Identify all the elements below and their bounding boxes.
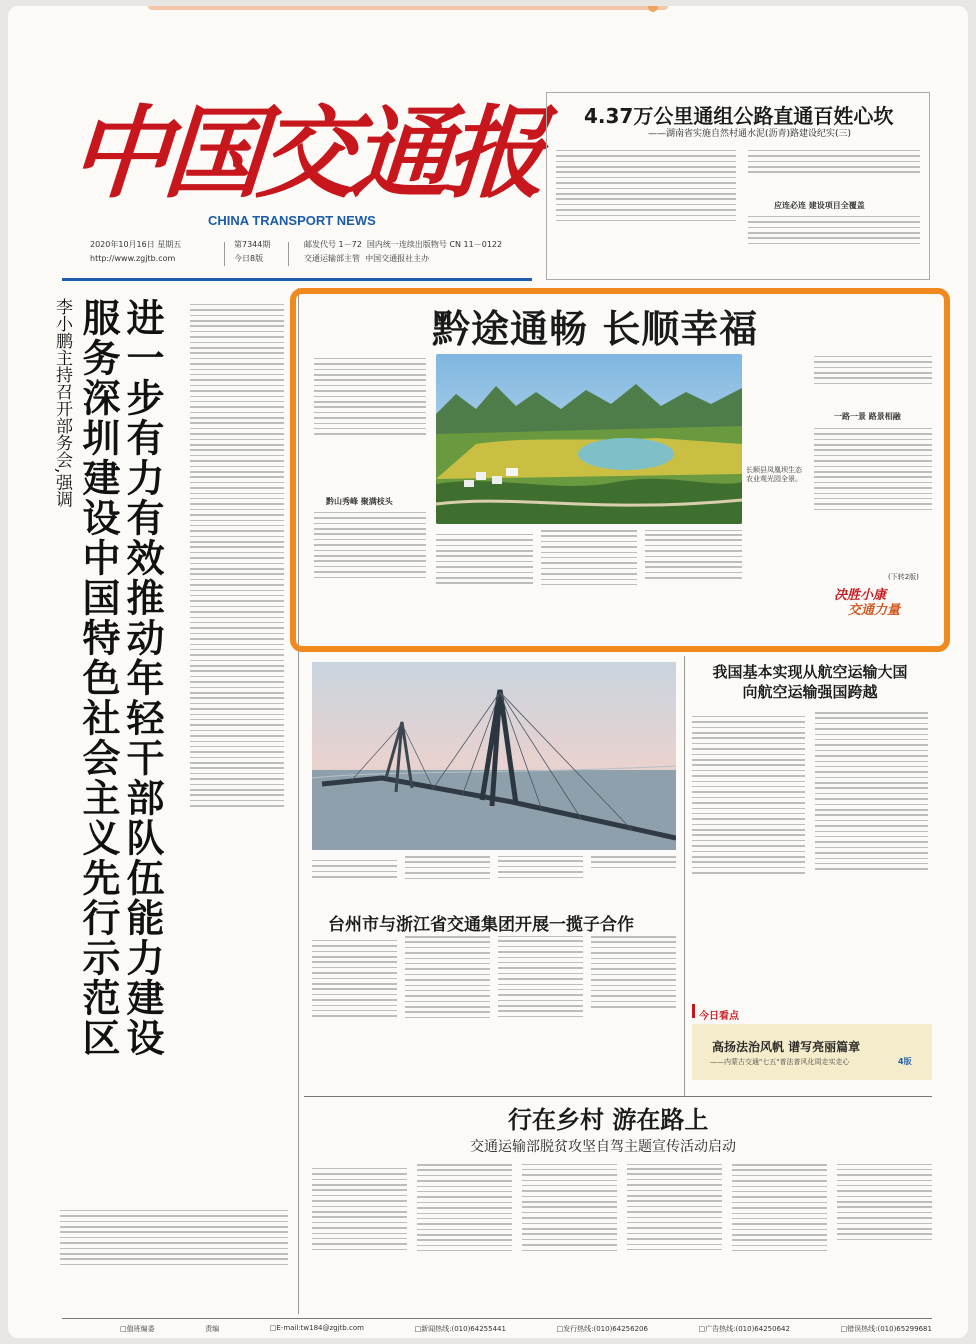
- footer-distribution-hotline: □发行热线:(010)64256206: [556, 1325, 648, 1333]
- feature-body-right-2: [814, 424, 932, 582]
- feature-photo: [436, 354, 742, 524]
- footer-rule: [62, 1318, 932, 1319]
- sponsor: 交通运输部主管: [304, 254, 360, 263]
- feature-photo-caption: 长顺县凤凰坝生态农业观光园全景。: [746, 466, 802, 483]
- orange-dot: [648, 6, 658, 12]
- footer-error-hotline: □错误热线:(010)65299681: [840, 1325, 932, 1333]
- taizhou-body: [312, 936, 676, 1084]
- newspaper-page: [8, 6, 968, 1338]
- issue-block: [234, 238, 270, 266]
- lead-kicker: 李小鹏主持召开部务会,强调: [52, 298, 72, 508]
- website-url[interactable]: http://www.zgjtb.com: [90, 254, 176, 263]
- top-story-section: 应连必连 建设项目全覆盖: [774, 201, 865, 210]
- bottom-body: [312, 1164, 932, 1312]
- aviation-headline-line1: 我国基本实现从航空运输大国: [712, 663, 908, 681]
- top-story-body-right-2: [748, 212, 920, 272]
- lead-body-col1: [190, 300, 284, 1190]
- landscape-image: [436, 354, 742, 524]
- publisher: 中国交通报社主办: [365, 254, 430, 263]
- today-page-ref[interactable]: 4版: [898, 1057, 912, 1066]
- aviation-body: [692, 712, 928, 994]
- taizhou-headline[interactable]: 台州市与浙江省交通集团开展一揽子合作: [328, 915, 634, 935]
- footer-news-hotline: □新闻热线:(010)64255441: [414, 1325, 506, 1333]
- feature-section2: 一路一景 路景相融: [834, 412, 901, 421]
- feature-body-col1b: [314, 508, 426, 636]
- footer-editor: □值班编委: [120, 1325, 155, 1333]
- cn-number: 国内统一连续出版物号 CN 11－0122: [366, 240, 503, 249]
- today-label-bar: [692, 1004, 935, 1022]
- issue-number: 第7344期: [234, 240, 271, 249]
- bottom-headline[interactable]: 行在乡村 游在路上: [508, 1106, 709, 1134]
- bridge-image: [312, 662, 676, 850]
- footer-duty: 责编: [205, 1325, 220, 1333]
- divider: [224, 242, 225, 266]
- feature-continued: (下转2版): [888, 573, 919, 581]
- bottom-subhead: 交通运输部脱贫攻坚自驾主题宣传活动启动: [470, 1139, 736, 1155]
- today-subhead: ——内蒙古交通"七五"普法普风化周走实走心: [710, 1058, 850, 1066]
- lead-body-bottom: [60, 1206, 288, 1310]
- feature-section1: 黔山秀峰 聚满枝头: [326, 497, 393, 506]
- top-story-subhead: ——湖南省实施自然村通水泥(沥青)路建设纪实(三): [648, 129, 852, 139]
- bridge-caption-text: [312, 856, 676, 896]
- feature-body-mid: [436, 530, 742, 630]
- aviation-headline-line2: 向航空运输强国跨越: [742, 683, 878, 701]
- today-label: 今日看点: [699, 1011, 739, 1022]
- top-story-body-left: [556, 146, 736, 274]
- divider: [288, 242, 289, 266]
- lead-headline-right[interactable]: 进一步有力有效推动年轻干部队伍能力建设: [120, 298, 165, 1058]
- masthead-title: 中国交通报: [65, 94, 545, 212]
- aviation-headline[interactable]: [692, 662, 928, 702]
- footer-bar: [120, 1324, 932, 1334]
- publication-info: [304, 238, 502, 266]
- section-rule: [304, 1096, 932, 1097]
- issue-date: 2020年10月16日 星期五: [90, 240, 182, 249]
- top-indicator: [148, 6, 668, 10]
- postal-code: 邮发代号 1－72: [304, 240, 362, 249]
- lead-headline-left[interactable]: 服务深圳建设中国特色社会主义先行示范区: [76, 298, 121, 1058]
- footer-email[interactable]: □E-mail:tw184@zgjtb.com: [269, 1324, 364, 1332]
- feature-headline[interactable]: 黔途通畅 长顺幸福: [432, 307, 759, 351]
- bridge-photo: [312, 662, 676, 850]
- masthead-date-block: [90, 238, 181, 266]
- column-divider: [684, 656, 685, 1096]
- today-headline[interactable]: 高扬法治风帆 谱写亮丽篇章: [712, 1040, 861, 1054]
- logo-line1: 决胜小康: [834, 588, 887, 603]
- feature-body-right: [814, 352, 932, 408]
- top-story-headline[interactable]: 4.37万公里通组公路直通百姓心坎: [584, 104, 894, 128]
- page-count: 今日8版: [234, 254, 264, 263]
- masthead-rule: [62, 278, 532, 281]
- logo-line2: 交通力量: [848, 603, 901, 618]
- feature-logo: [834, 588, 900, 618]
- feature-body-col1: [314, 354, 426, 494]
- top-story-body-right: [748, 146, 920, 196]
- masthead-english: CHINA TRANSPORT NEWS: [208, 213, 376, 228]
- footer-ad-hotline: □广告热线:(010)64250642: [698, 1325, 790, 1333]
